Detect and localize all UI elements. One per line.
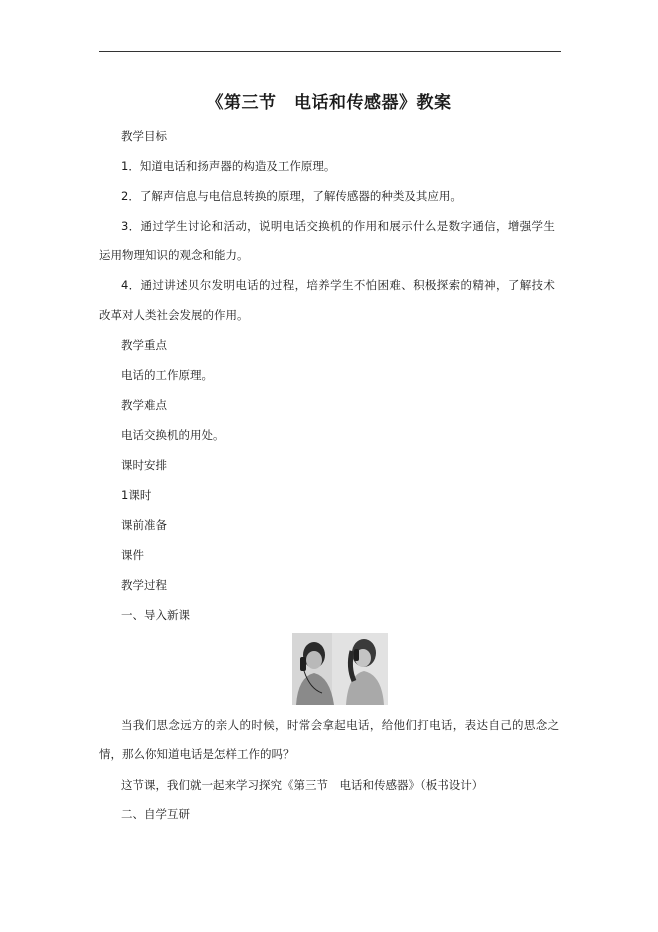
telephone-photo (292, 633, 388, 705)
objectives-heading: 教学目标 (121, 129, 167, 143)
paragraph-1-line-2: 情，那么你知道电话是怎样工作的吗？ (99, 747, 295, 761)
section-heading-2: 二、自学互研 (121, 807, 190, 821)
schedule-heading: 课时安排 (121, 458, 167, 472)
telephone-photo-illustration (292, 633, 388, 705)
objective-item-2: 2．了解声信息与电信息转换的原理，了解传感器的种类及其应用。 (121, 189, 462, 203)
key-point-text: 电话的工作原理。 (121, 368, 213, 382)
paragraph-2: 这节课，我们就一起来学习探究《第三节 电话和传感器》（板书设计） (121, 778, 484, 792)
preparation-text: 课件 (121, 548, 144, 562)
schedule-text: 1课时 (121, 488, 152, 502)
page-title: 《第三节 电话和传感器》教案 (206, 93, 452, 113)
objective-item-3-line-1: 3．通过学生讨论和活动，说明电话交换机的作用和展示什么是数字通信，增强学生 (121, 219, 556, 233)
difficulty-heading: 教学难点 (121, 398, 167, 412)
objective-item-4-line-1: 4．通过讲述贝尔发明电话的过程，培养学生不怕困难、积极探索的精神，了解技术 (121, 278, 556, 292)
objective-item-4-line-2: 改革对人类社会发展的作用。 (99, 308, 249, 322)
paragraph-1-line-1: 当我们思念远方的亲人的时候，时常会拿起电话，给他们打电话，表达自己的思念之 (121, 718, 560, 732)
objective-item-3-line-2: 运用物理知识的观念和能力。 (99, 248, 249, 262)
objective-item-1: 1．知道电话和扬声器的构造及工作原理。 (121, 159, 336, 173)
process-heading: 教学过程 (121, 578, 167, 592)
section-heading-1: 一、导入新课 (121, 608, 190, 622)
header-rule (99, 51, 561, 52)
key-point-heading: 教学重点 (121, 338, 167, 352)
preparation-heading: 课前准备 (121, 518, 167, 532)
difficulty-text: 电话交换机的用处。 (121, 428, 225, 442)
